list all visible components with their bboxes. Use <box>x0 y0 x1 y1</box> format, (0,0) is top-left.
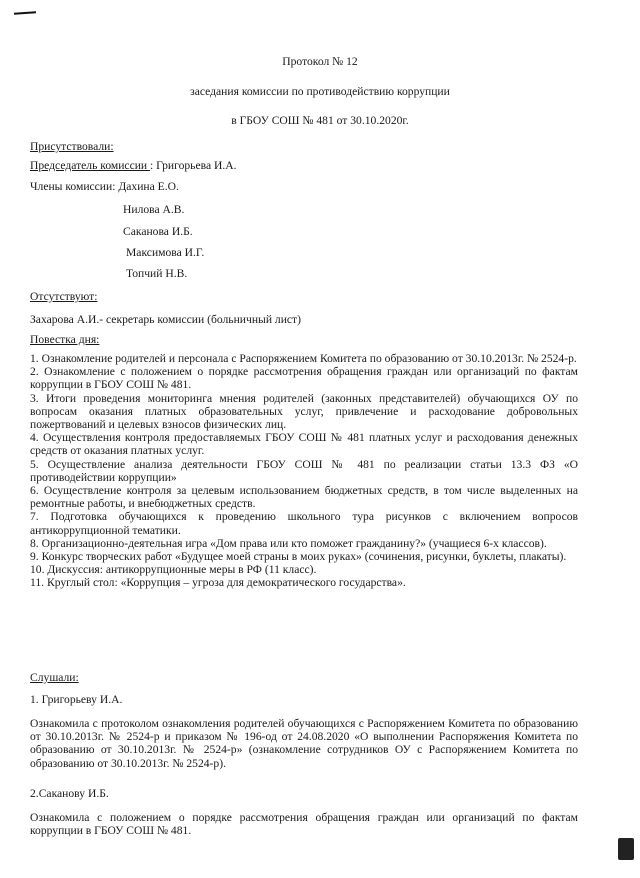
agenda-item: 10. Дискуссия: антикоррупционные меры в РФ (11 класс). <box>30 563 317 577</box>
agenda-list <box>30 352 578 590</box>
agenda-heading: Повестка дня: <box>30 333 100 346</box>
protocol-org-date: в ГБОУ СОШ № 481 от 30.10.2020г. <box>231 114 409 127</box>
agenda-item: 1. Ознакомление родителей и персонала с Распоряжением Комитета по образованию от 30.10.2013г. № 2524-р. <box>30 352 577 365</box>
absent-text: Захарова А.И.- секретарь комиссии (больничный лист) <box>30 313 301 326</box>
member-name: Нилова А.В. <box>123 203 185 216</box>
chair-label: Председатель комиссии <box>30 159 151 172</box>
heard-heading: Слушали: <box>30 671 79 684</box>
speaker-name: 1. Григорьеву И.А. <box>30 693 123 706</box>
agenda-item: 8. Организационно-деятельная игра «Дом права или кто поможет гражданину?» (учащиеся 6-х классов). <box>30 536 547 550</box>
agenda-item: 3. Итоги проведения мониторинга мнения родителей (законных представителей) обучающихся ОУ по вопросам оказания платных образовательных услуг, привлечение и расходование добровольных пожертвований и целевых взносов физических лиц. <box>30 391 578 432</box>
agenda-item: 6. Осуществление контроля за целевым использованием бюджетных средств, в том числе выделенных на ремонтные работы, и внебюджетных средств. <box>30 484 578 511</box>
chair-line <box>30 159 237 172</box>
member-name: Саканова И.Б. <box>123 225 193 238</box>
present-heading: Присутствовали: <box>30 140 114 153</box>
speaker-name: 2.Саканову И.Б. <box>30 787 109 800</box>
member-name: Дахина Е.О. <box>118 180 179 193</box>
agenda-item: 9. Конкурс творческих работ «Будущее моей страны в моих руках» (сочинения, рисунки, буклеты, плакаты). <box>30 550 567 564</box>
agenda-item: 4. Осуществления контроля предоставляемых ГБОУ СОШ № 481 платных услуг и расходования денежных средств от оказания платных услуг. <box>30 431 578 458</box>
scan-mark <box>14 11 36 15</box>
speaker-statement: Ознакомила с протоколом ознакомления родителей обучающихся с Распоряжением Комитета по образованию от 30.10.2013г. № 2524-р и приказом № 196-од от 24.08.2020 «О выполнении Распоряжения Комитета по образованию от 30.10.2013г. № 2524-р» (ознакомление сотрудников ОУ с Распоряжением Комитета по образованию от 30.10.2013г. № 2524-р). <box>30 717 578 770</box>
agenda-item: 11. Круглый стол: «Коррупция – угроза для демократического государства». <box>30 576 406 590</box>
chair-name: : Григорьева И.А. <box>150 159 237 172</box>
protocol-title: Протокол № 12 <box>282 55 358 68</box>
protocol-subtitle: заседания комиссии по противодействию коррупции <box>190 85 450 98</box>
scan-mark <box>618 838 634 860</box>
agenda-item: 7. Подготовка обучающихся к проведению школьного тура рисунков с включением вопросов антикоррупционной тематики. <box>30 510 578 537</box>
speaker-statement: Ознакомила с положением о порядке рассмотрения обращения граждан или организаций по фактам коррупции в ГБОУ СОШ № 481. <box>30 811 578 838</box>
member-name: Топчий Н.В. <box>126 267 188 280</box>
agenda-item: 5. Осуществление анализа деятельности ГБОУ СОШ № 481 по реализации статьи 13.3 ФЗ «О противодействии коррупции» <box>30 457 578 484</box>
member-name: Максимова И.Г. <box>126 246 205 259</box>
absent-heading: Отсутствуют: <box>30 290 98 303</box>
members-line <box>30 180 179 193</box>
members-label: Члены комиссии: <box>30 180 119 193</box>
agenda-item: 2. Ознакомление с положением о порядке рассмотрения обращения граждан или организаций по фактам коррупции в ГБОУ СОШ № 481. <box>30 365 578 392</box>
